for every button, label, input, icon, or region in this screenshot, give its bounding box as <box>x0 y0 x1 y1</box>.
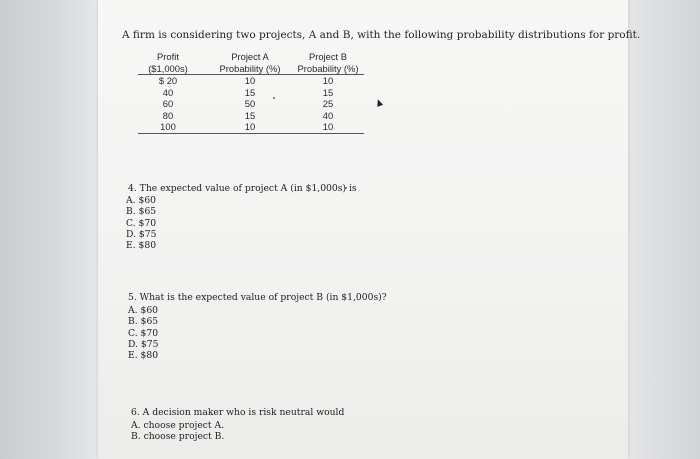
table-cell-project-a: 15 <box>244 109 256 121</box>
answer-choice[interactable]: B. $65 <box>128 316 159 328</box>
answer-choice[interactable]: E. $80 <box>128 350 159 362</box>
header-project-a-line1: Project A <box>231 51 269 62</box>
answer-choice[interactable]: C. $70 <box>128 327 159 339</box>
header-profit-line1: Profit <box>157 51 179 62</box>
table-cell-profit: $ 20 <box>158 75 178 86</box>
question-4 <box>128 183 357 194</box>
left-background <box>0 0 98 459</box>
answer-choice[interactable]: A. choose project A. <box>131 420 225 431</box>
header-project-b-line1: Project B <box>308 51 348 62</box>
question-6 <box>131 407 344 418</box>
header-project-a-line2: Probability (%) <box>219 63 281 74</box>
question-6-choices <box>131 420 224 443</box>
table-cell-project-b: 15 <box>322 86 334 98</box>
table-cell-profit: 40 <box>162 86 174 98</box>
header-profit-line2: ($1,000s) <box>148 63 188 74</box>
question-prompt: 4. The expected value of project A (in $1,000s) is <box>128 183 357 194</box>
question-prompt: 6. A decision maker who is risk neutral would <box>131 407 345 418</box>
table-cell-project-a: 50 <box>244 98 256 109</box>
answer-choice[interactable]: A. $60 <box>128 305 159 316</box>
answer-choice[interactable]: D. $75 <box>128 338 159 350</box>
table-cell-project-b: 40 <box>322 109 334 121</box>
question-5-choices <box>128 305 158 361</box>
table-bottom-rule <box>138 133 364 134</box>
answer-choice[interactable]: E. $80 <box>126 240 157 252</box>
table-cell-project-a: 10 <box>244 121 256 132</box>
table-cell-profit: 60 <box>162 98 174 109</box>
answer-choice[interactable]: B. choose project B. <box>131 431 225 443</box>
answer-choice[interactable]: D. $75 <box>126 228 157 240</box>
table-cell-project-b: 10 <box>322 75 334 86</box>
table-cell-profit: 80 <box>162 109 174 121</box>
speck <box>273 97 275 99</box>
question-5 <box>128 292 387 303</box>
answer-choice[interactable]: C. $70 <box>126 217 157 229</box>
table-cell-project-b: 25 <box>322 98 334 109</box>
table-cell-profit: 100 <box>160 121 176 132</box>
table-cell-project-b: 10 <box>322 121 334 132</box>
answer-choice[interactable]: A. $60 <box>126 195 157 206</box>
table-cell-project-a: 10 <box>244 75 256 86</box>
problem-intro: A firm is considering two projects, A and B, with the following probability distributions for profit. <box>122 29 641 41</box>
answer-choice[interactable]: B. $65 <box>126 206 157 218</box>
header-project-b-line2: Probability (%) <box>297 63 359 74</box>
question-prompt: 5. What is the expected value of project B (in $1,000s)? <box>128 292 387 303</box>
right-background <box>628 0 700 459</box>
table-cell-project-a: 15 <box>244 86 256 98</box>
question-4-choices <box>126 195 156 251</box>
